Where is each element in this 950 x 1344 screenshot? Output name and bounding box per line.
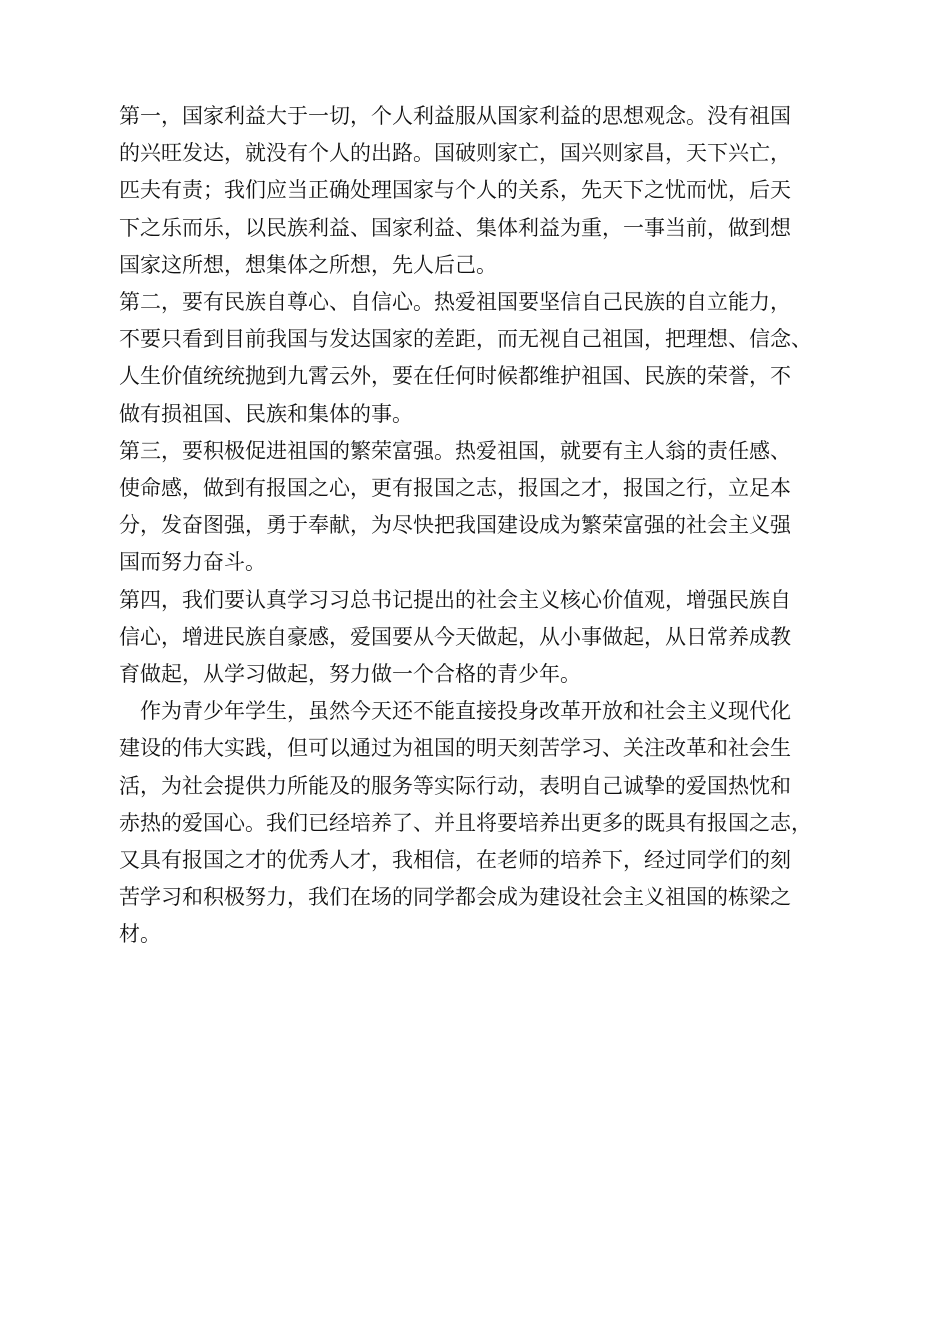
text-line: 人生价值统统抛到九霄云外，要在任何时候都维护祖国、民族的荣誉，不 [119, 364, 791, 389]
text-line: 分，发奋图强，勇于奉献，为尽快把我国建设成为繁荣富强的社会主义强 [119, 513, 791, 538]
text-line: 材。 [119, 922, 161, 947]
text-line: 的兴旺发达，就没有个人的出路。国破则家亡，国兴则家昌，天下兴亡， [119, 141, 791, 166]
paragraph-point-2 [119, 284, 859, 433]
paragraph-conclusion [119, 693, 859, 953]
text-line: 匹夫有责；我们应当正确处理国家与个人的关系，先天下之忧而忧，后天 [119, 178, 791, 203]
text-line: 育做起，从学习做起，努力做一个合格的青少年。 [119, 662, 581, 687]
text-line: 苦学习和积极努力，我们在场的同学都会成为建设社会主义祖国的栋梁之 [119, 885, 791, 910]
text-line: 第三，要积极促进祖国的繁荣富强。热爱祖国，就要有主人翁的责任感、 [119, 438, 791, 463]
text-line: 国而努力奋斗。 [119, 550, 266, 575]
paragraph-point-4 [119, 582, 859, 694]
text-line: 第四，我们要认真学习习总书记提出的社会主义核心价值观，增强民族自 [119, 587, 791, 612]
document-body [119, 98, 859, 954]
text-line: 使命感，做到有报国之心，更有报国之志，报国之才，报国之行，立足本 [119, 476, 791, 501]
paragraph-point-1 [119, 98, 859, 284]
text-line: 做有损祖国、民族和集体的事。 [119, 401, 413, 426]
text-line: 活，为社会提供力所能及的服务等实际行动，表明自己诚挚的爱国热忱和 [119, 773, 791, 798]
text-line: 不要只看到目前我国与发达国家的差距，而无视自己祖国，把理想、信念、 [119, 327, 812, 352]
text-line: 第一，国家利益大于一切，个人利益服从国家利益的思想观念。没有祖国 [119, 104, 791, 128]
text-line: 第二，要有民族自尊心、自信心。热爱祖国要坚信自己民族的自立能力， [119, 290, 791, 315]
text-line: 赤热的爱国心。我们已经培养了、并且将要培养出更多的既具有报国之志， [119, 810, 812, 835]
text-line: 建设的伟大实践，但可以通过为祖国的明天刻苦学习、关注改革和社会生 [119, 736, 791, 761]
text-line: 信心，增进民族自豪感，爱国要从今天做起，从小事做起，从日常养成教 [119, 624, 791, 649]
text-line: 又具有报国之才的优秀人才，我相信，在老师的培养下，经过同学们的刻 [119, 848, 791, 873]
paragraph-point-3 [119, 433, 859, 582]
text-line: 国家这所想，想集体之所想，先人后己。 [119, 252, 497, 277]
text-line: 下之乐而乐，以民族利益、国家利益、集体利益为重，一事当前，做到想 [119, 215, 791, 240]
text-line: 作为青少年学生，虽然今天还不能直接投身改革开放和社会主义现代化 [119, 699, 791, 724]
